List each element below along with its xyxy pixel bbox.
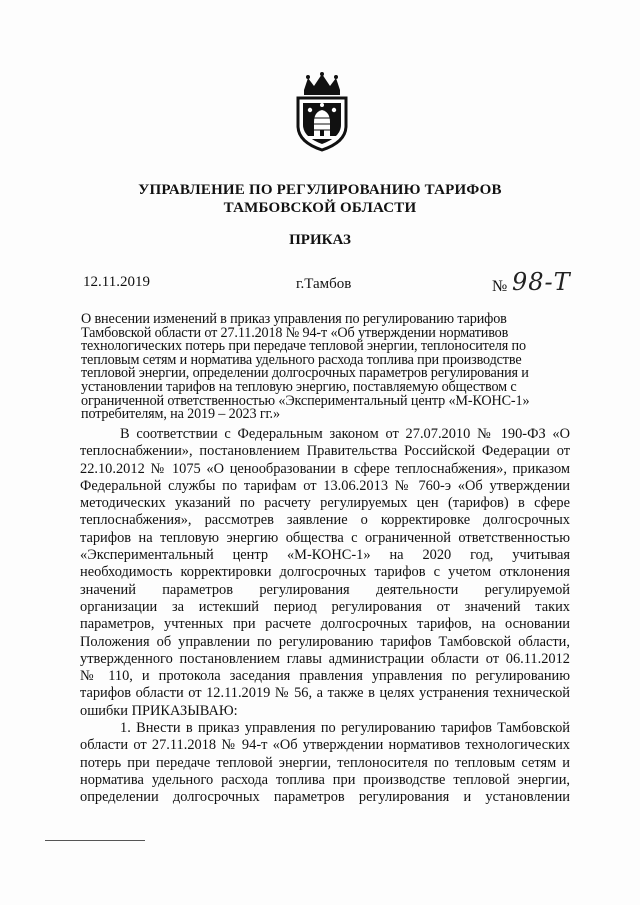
document-city: г.Тамбов [296, 276, 352, 292]
document-number-handwritten: 98-Т [512, 268, 571, 296]
subject-line: тепловой энергии, определении долгосрочных параметров регулирования и [81, 365, 529, 382]
body-line: 22.10.2012 № 1075 «О ценообразовании в сфере теплоснабжения», приказом [80, 460, 570, 477]
body-line: теплоснабжении», постановлением Правительства Российской Федерации от [80, 443, 570, 460]
body-line: утвержденного постановлением главы администрации области от 06.11.2012 [80, 650, 570, 667]
body-line: организации за истекший период регулирования от значений таких [80, 598, 570, 615]
body-line: Положения об управлении по регулированию тарифов Тамбовской области, [80, 633, 570, 650]
subject-line: тепловым сетям и норматива удельного расхода топлива при производстве [81, 351, 522, 368]
subject-line: установлении тарифов на тепловую энергию, поставляемую обществом с [81, 378, 517, 395]
organization-title-line-2: ТАМБОВСКОЙ ОБЛАСТИ [223, 200, 417, 216]
body-line: № 110, и протокола заседания правления управления по регулированию [80, 668, 570, 685]
body-line: тарифов области от 12.11.2019 № 56, а также в целях устранения технической [80, 685, 570, 702]
document-body [80, 426, 570, 807]
body-line: параметров, учтенных при расчете долгосрочных тарифов, на основании [80, 616, 570, 633]
body-line: необходимость корректировки долгосрочных тарифов с учетом отклонения [80, 564, 570, 581]
body-line: Федеральной службы по тарифам от 13.06.2013 № 760-э «Об утверждении [80, 477, 570, 494]
document-type-heading: ПРИКАЗ [289, 232, 351, 248]
subject-line: ограниченной ответственностью «Экспериментальный центр «М-КОНС-1» [81, 392, 530, 409]
body-line: значений параметров регулирования деятельности регулируемой [80, 581, 570, 598]
organization-title-line-1: УПРАВЛЕНИЕ ПО РЕГУЛИРОВАНИЮ ТАРИФОВ [138, 182, 502, 198]
body-line: тарифов на тепловую энергию общества с ограниченной ответственностью [80, 529, 570, 546]
subject-line: потребителям, на 2019 – 2023 гг.» [81, 406, 280, 423]
footnote-separator-line [45, 840, 145, 841]
subject-line: Тамбовской области от 27.11.2018 № 94-т «Об утверждении нормативов [81, 324, 509, 341]
body-line: «Экспериментальный центр «М-КОНС-1» на 2020 год, учитывая [80, 547, 570, 564]
body-line: потерь при передаче тепловой энергии, теплоносителя по тепловым сетям и [80, 754, 570, 771]
document-subject [81, 313, 571, 422]
body-line: 1. Внести в приказ управления по регулированию тарифов Тамбовской [120, 720, 570, 737]
body-line: норматива удельного расхода топлива при производстве тепловой энергии, [80, 771, 570, 788]
subject-line: О внесении изменений в приказ управления по регулированию тарифов [81, 311, 507, 327]
body-line: определении долгосрочных параметров регулирования и установлении [80, 789, 570, 806]
body-line: теплоснабжения», рассмотрев заявление о корректировке долгосрочных [80, 512, 570, 529]
coat-of-arms-emblem [290, 72, 354, 152]
body-line: области от 27.11.2018 № 94-т «Об утверждении нормативов технологических [80, 737, 570, 754]
body-line: В соответствии с Федеральным законом от 27.07.2010 № 190-ФЗ «О [120, 426, 570, 442]
document-number-label: № [492, 278, 508, 295]
body-line: ошибки ПРИКАЗЫВАЮ: [80, 702, 238, 719]
body-line: методических указаний по расчету регулируемых цен (тарифов) в сфере [80, 495, 570, 512]
subject-line: технологических потерь при передаче тепловой энергии, теплоносителя по [81, 338, 526, 355]
document-date: 12.11.2019 [83, 274, 150, 290]
